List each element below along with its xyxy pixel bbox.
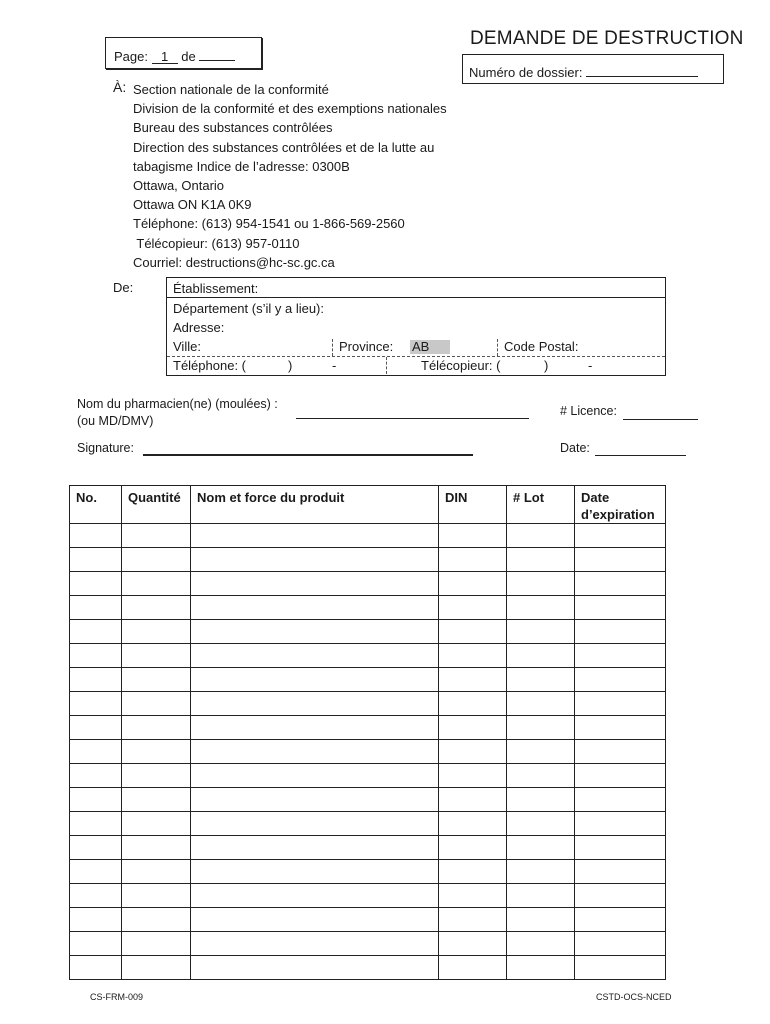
cell-quantity[interactable] [122,932,191,956]
cell-lot[interactable] [507,884,575,908]
cell-din[interactable] [439,884,507,908]
cell-lot[interactable] [507,812,575,836]
cell-din[interactable] [439,836,507,860]
cell-lot[interactable] [507,644,575,668]
column-header-din: DIN [439,486,507,524]
address-line: Direction des substances contrôlées et de la lutte au [133,139,435,155]
cell-product[interactable] [191,524,439,548]
address-line: Division de la conformité et des exemptions nationales [133,101,447,117]
cell-no[interactable] [70,908,122,932]
cell-expiry[interactable] [575,956,666,980]
cell-no[interactable] [70,884,122,908]
cell-no[interactable] [70,620,122,644]
table-row [70,956,666,980]
cell-lot[interactable] [507,668,575,692]
cell-product[interactable] [191,572,439,596]
cell-no[interactable] [70,596,122,620]
cell-product[interactable] [191,860,439,884]
cell-lot[interactable] [507,836,575,860]
dossier-box [462,54,724,84]
cell-lot[interactable] [507,716,575,740]
cell-product[interactable] [191,716,439,740]
address-label: Adresse: [173,320,225,335]
table-row [70,740,666,764]
cell-product[interactable] [191,812,439,836]
signature-label: Signature: [77,441,134,455]
pharmacist-name-field[interactable] [296,406,529,419]
table-row [70,812,666,836]
cell-product[interactable] [191,908,439,932]
dossier-number-field[interactable] [586,62,698,77]
to-label: À: [113,79,127,95]
address-line: Téléphone: (613) 954-1541 ou 1-866-569-2560 [133,216,405,232]
cell-quantity[interactable] [122,548,191,572]
city-label: Ville: [173,339,201,354]
address-line: Section nationale de la conformité [133,82,329,97]
column-header-no: No. [70,486,122,524]
cell-product[interactable] [191,620,439,644]
phone-dash: - [332,358,337,373]
table-row [70,572,666,596]
cell-din[interactable] [439,956,507,980]
cell-product[interactable] [191,788,439,812]
column-header-lot: # Lot [507,486,575,524]
row-divider [167,297,665,298]
cell-product[interactable] [191,932,439,956]
cell-lot[interactable] [507,692,575,716]
cell-product[interactable] [191,740,439,764]
cell-lot[interactable] [507,524,575,548]
table-row [70,836,666,860]
cell-din[interactable] [439,764,507,788]
cell-product[interactable] [191,668,439,692]
cell-quantity[interactable] [122,812,191,836]
cell-din[interactable] [439,716,507,740]
cell-din[interactable] [439,620,507,644]
cell-expiry[interactable] [575,524,666,548]
page-of-label: de [181,49,196,64]
table-row [70,596,666,620]
city-province-divider [332,339,333,356]
table-row [70,524,666,548]
cell-expiry[interactable] [575,548,666,572]
cell-quantity[interactable] [122,668,191,692]
cell-din[interactable] [439,812,507,836]
cell-din[interactable] [439,668,507,692]
cell-expiry[interactable] [575,572,666,596]
column-header-quantity: Quantité [122,486,191,524]
table-row [70,692,666,716]
table-header-row [70,486,666,524]
table-row [70,620,666,644]
cell-no[interactable] [70,572,122,596]
cell-quantity[interactable] [122,860,191,884]
phone-paren-close: ) [288,358,293,373]
cell-din[interactable] [439,740,507,764]
cell-product[interactable] [191,596,439,620]
cell-quantity[interactable] [122,716,191,740]
cell-quantity[interactable] [122,764,191,788]
cell-expiry[interactable] [575,692,666,716]
phone-fax-divider [386,357,387,374]
row-divider [167,356,665,357]
table-row [70,908,666,932]
cell-no[interactable] [70,956,122,980]
fax-label: Télécopieur: ( [421,358,501,373]
cell-expiry[interactable] [575,788,666,812]
cell-no[interactable] [70,644,122,668]
cell-din[interactable] [439,788,507,812]
cell-expiry[interactable] [575,764,666,788]
licence-field[interactable] [623,405,698,420]
province-value: AB [410,340,450,354]
cell-din[interactable] [439,596,507,620]
product-table [69,485,666,980]
department-label: Département (s’il y a lieu): [173,301,324,316]
cell-expiry[interactable] [575,716,666,740]
postal-code-label: Code Postal: [504,339,579,354]
table-row [70,668,666,692]
cell-product[interactable] [191,764,439,788]
date-label: Date: [560,441,590,455]
cell-no[interactable] [70,692,122,716]
table-row [70,932,666,956]
cell-product[interactable] [191,884,439,908]
cell-expiry[interactable] [575,644,666,668]
province-postal-divider [497,339,498,356]
cell-lot[interactable] [507,908,575,932]
cell-no[interactable] [70,836,122,860]
cell-quantity[interactable] [122,692,191,716]
phone-label: Téléphone: ( [173,358,246,373]
page-number-box [105,37,262,69]
cell-product[interactable] [191,644,439,668]
fax-dash: - [588,358,593,373]
address-line: Ottawa, Ontario [133,178,225,194]
table-row [70,884,666,908]
cell-expiry[interactable] [575,812,666,836]
cell-expiry[interactable] [575,884,666,908]
cell-din[interactable] [439,932,507,956]
cell-din[interactable] [439,572,507,596]
signature-field[interactable] [143,440,473,456]
cell-no[interactable] [70,860,122,884]
cell-quantity[interactable] [122,524,191,548]
cell-lot[interactable] [507,548,575,572]
cell-din[interactable] [439,548,507,572]
cell-expiry[interactable] [575,836,666,860]
licence-label: # Licence: [560,404,617,418]
address-line: Ottawa ON K1A 0K9 [133,197,252,213]
cell-no[interactable] [70,716,122,740]
cell-expiry[interactable] [575,596,666,620]
dossier-label: Numéro de dossier: [469,65,583,80]
page-number-field[interactable] [152,49,178,64]
cell-expiry[interactable] [575,620,666,644]
table-row [70,644,666,668]
cell-expiry[interactable] [575,740,666,764]
cell-lot[interactable] [507,740,575,764]
pharmacist-name-label-line1: Nom du pharmacien(ne) (moulées) : [77,397,278,411]
cell-expiry[interactable] [575,932,666,956]
cell-no[interactable] [70,788,122,812]
column-header-expiry: Date d’expiration [575,486,666,524]
office-code: CSTD-OCS-NCED [596,992,672,1002]
address-line: Bureau des substances contrôlées [133,120,333,136]
table-row [70,716,666,740]
date-field[interactable] [595,441,686,456]
cell-quantity[interactable] [122,620,191,644]
cell-quantity[interactable] [122,908,191,932]
page-number-value: 1 [160,49,169,64]
cell-lot[interactable] [507,764,575,788]
cell-quantity[interactable] [122,956,191,980]
table-row [70,548,666,572]
cell-din[interactable] [439,860,507,884]
cell-no[interactable] [70,932,122,956]
establishment-label: Établissement: [173,281,259,296]
form-code: CS-FRM-009 [90,992,144,1002]
cell-din[interactable] [439,908,507,932]
table-row [70,788,666,812]
fax-paren-close: ) [544,358,549,373]
cell-lot[interactable] [507,956,575,980]
cell-no[interactable] [70,812,122,836]
cell-din[interactable] [439,644,507,668]
address-line: Télécopieur: (613) 957-0110 [133,235,300,251]
cell-quantity[interactable] [122,596,191,620]
page-label: Page: [114,49,148,64]
cell-lot[interactable] [507,596,575,620]
province-field[interactable] [410,339,450,354]
cell-expiry[interactable] [575,908,666,932]
cell-quantity[interactable] [122,836,191,860]
address-line: Courriel: destructions@hc-sc.gc.ca [133,254,335,270]
cell-lot[interactable] [507,572,575,596]
province-label: Province: [339,339,394,354]
cell-expiry[interactable] [575,860,666,884]
table-row [70,860,666,884]
column-header-product: Nom et force du produit [191,486,439,524]
cell-quantity[interactable] [122,644,191,668]
pharmacist-name-label-line2: (ou MD/DMV) [77,414,154,428]
from-label: De: [113,280,134,295]
cell-din[interactable] [439,692,507,716]
cell-quantity[interactable] [122,572,191,596]
cell-no[interactable] [70,740,122,764]
cell-lot[interactable] [507,620,575,644]
pharmacist-name-label [77,396,278,430]
cell-lot[interactable] [507,860,575,884]
cell-lot[interactable] [507,932,575,956]
page-total-field[interactable] [199,46,235,61]
form-title: DEMANDE DE DESTRUCTION [470,28,744,49]
cell-no[interactable] [70,548,122,572]
recipient-address [133,80,447,272]
cell-product[interactable] [191,836,439,860]
cell-product[interactable] [191,548,439,572]
cell-no[interactable] [70,524,122,548]
cell-expiry[interactable] [575,668,666,692]
address-line: tabagisme Indice de l’adresse: 0300B [133,158,350,174]
cell-no[interactable] [70,668,122,692]
table-row [70,764,666,788]
cell-quantity[interactable] [122,788,191,812]
sender-box [166,277,666,376]
cell-product[interactable] [191,692,439,716]
cell-no[interactable] [70,764,122,788]
cell-din[interactable] [439,524,507,548]
cell-lot[interactable] [507,788,575,812]
cell-quantity[interactable] [122,740,191,764]
cell-quantity[interactable] [122,884,191,908]
cell-product[interactable] [191,956,439,980]
